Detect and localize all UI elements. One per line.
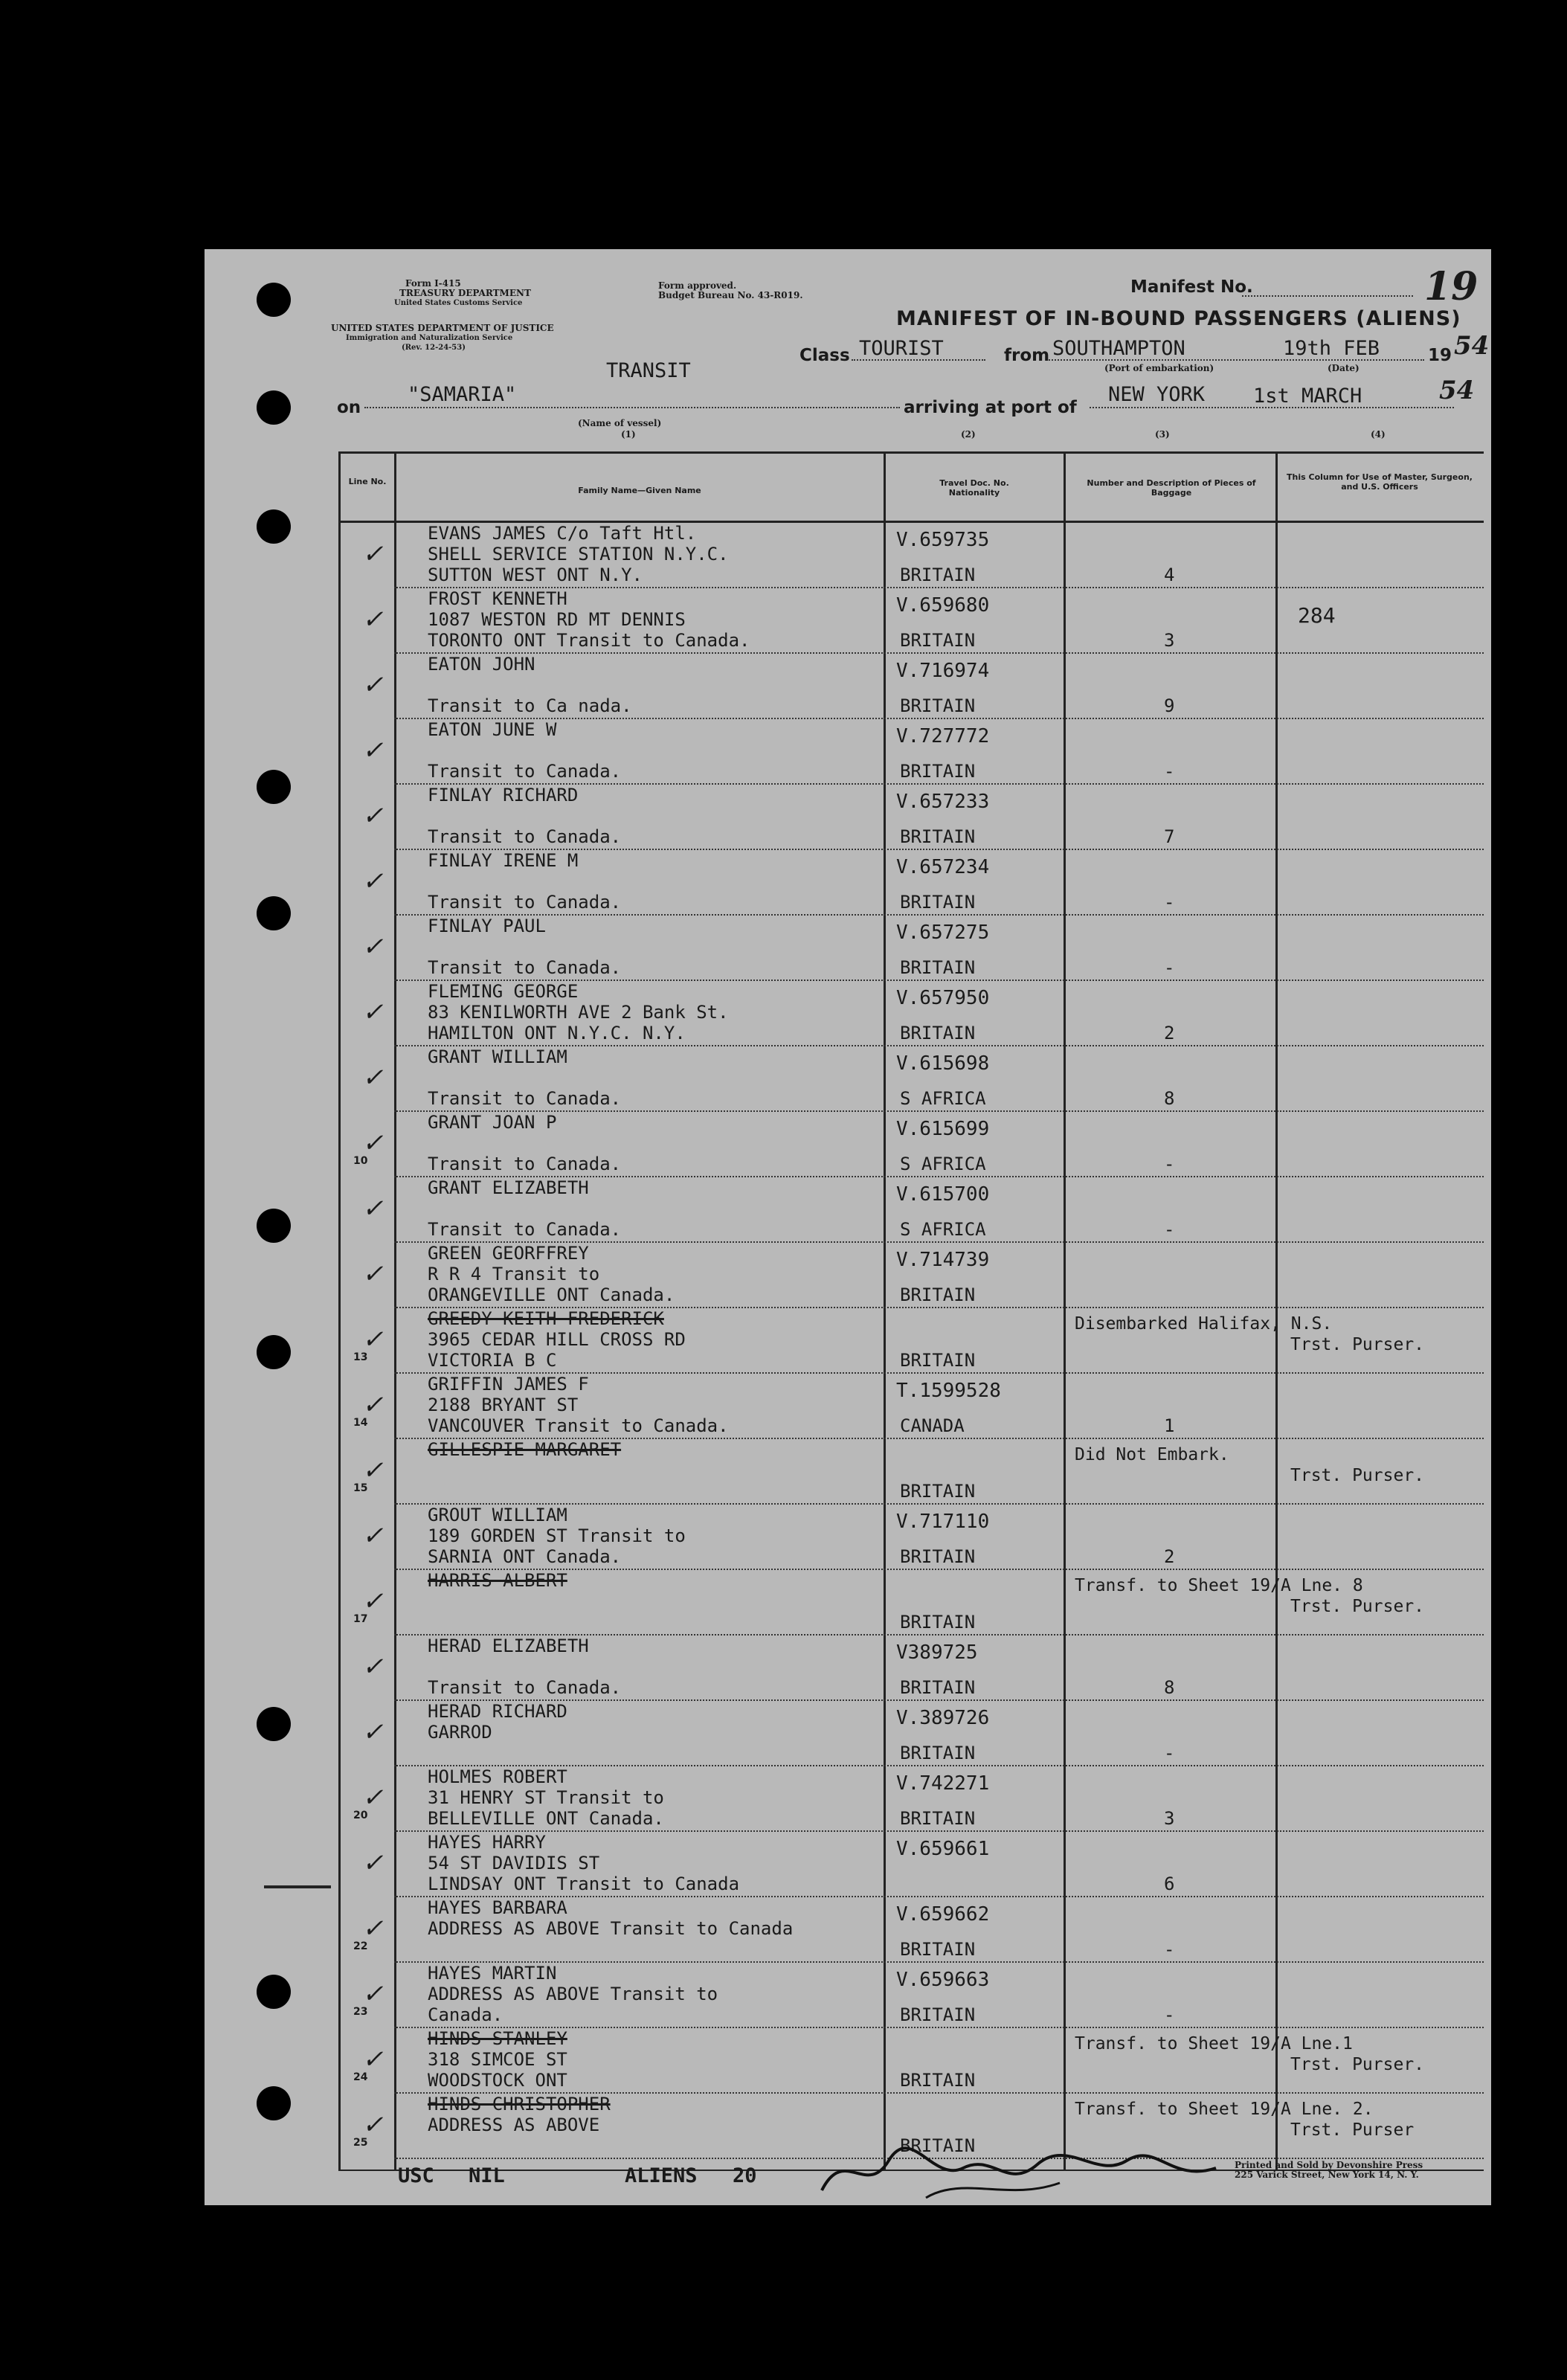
line-number: 13 xyxy=(353,1351,368,1363)
table-row xyxy=(205,1832,1491,1897)
passenger-note: Transit to Canada. xyxy=(428,1677,622,1698)
ins-service: Immigration and Naturalization Service xyxy=(346,334,513,342)
check-mark-icon: ✓ xyxy=(362,1128,384,1158)
travel-doc-number: V.615700 xyxy=(896,1183,990,1206)
line-number: 20 xyxy=(353,1810,368,1821)
passenger-name: GREEN GEORFFREY xyxy=(428,1243,589,1264)
passenger-note: SARNIA ONT Canada. xyxy=(428,1546,622,1567)
passenger-name: GILLESPIE MARGARET xyxy=(428,1439,622,1460)
check-mark-icon: ✓ xyxy=(362,1521,384,1551)
nationality: S AFRICA xyxy=(900,1088,986,1109)
baggage-count: - xyxy=(1164,1743,1175,1763)
form-number: Form I-415 xyxy=(405,278,461,289)
baggage-count: Transf. to Sheet 19/A Lne. 2. xyxy=(1075,2100,1374,2119)
passenger-note: SUTTON WEST ONT N.Y. xyxy=(428,565,643,585)
check-mark-icon: ✓ xyxy=(362,1390,384,1420)
baggage-count: - xyxy=(1164,957,1175,978)
check-mark-icon: ✓ xyxy=(362,1652,384,1682)
nationality: BRITAIN xyxy=(900,1612,976,1633)
passenger-note: Transit to Canada. xyxy=(428,761,622,782)
nationality: BRITAIN xyxy=(900,2135,976,2156)
footer-nil: NIL xyxy=(469,2164,505,2187)
passenger-name: GREEDY KEITH FREDERICK xyxy=(428,1308,664,1329)
nationality: S AFRICA xyxy=(900,1154,986,1174)
passenger-name: GRIFFIN JAMES F xyxy=(428,1374,589,1395)
nationality: BRITAIN xyxy=(900,1939,976,1960)
passenger-name: FINLAY IRENE M xyxy=(428,850,579,871)
passenger-name: HINDS STANLEY xyxy=(428,2028,567,2049)
line-number: 25 xyxy=(353,2137,368,2149)
baggage-count: 7 xyxy=(1164,826,1175,847)
baggage-count: 9 xyxy=(1164,695,1175,716)
nationality: BRITAIN xyxy=(900,1743,976,1763)
arriving-label: arriving at port of xyxy=(904,398,1077,417)
passenger-note: TORONTO ONT Transit to Canada. xyxy=(428,630,750,651)
class-label: Class xyxy=(799,346,850,365)
travel-doc-number: V.659662 xyxy=(896,1903,990,1926)
arrival-port: NEW YORK xyxy=(1108,383,1206,406)
travel-doc-number: V.615698 xyxy=(896,1052,990,1075)
table-row xyxy=(205,850,1491,916)
table-row xyxy=(205,1308,1491,1374)
travel-doc-number: V.657950 xyxy=(896,987,990,1009)
line-number: 17 xyxy=(353,1613,368,1625)
transit-stamp: TRANSIT xyxy=(606,359,691,382)
travel-doc-number: V.659661 xyxy=(896,1838,990,1860)
passenger-name: HOLMES ROBERT xyxy=(428,1766,567,1787)
check-mark-icon: ✓ xyxy=(362,539,384,569)
officer-note: Trst. Purser. xyxy=(1290,1335,1425,1354)
baggage-count: Did Not Embark. xyxy=(1075,1445,1229,1464)
passenger-address: ADDRESS AS ABOVE Transit to xyxy=(428,1984,718,2004)
table-row xyxy=(205,1963,1491,2028)
punch-hole xyxy=(257,390,291,425)
manifest-sheet xyxy=(205,249,1491,2205)
passenger-note: BELLEVILLE ONT Canada. xyxy=(428,1808,664,1829)
footer-usc: USC xyxy=(398,2164,434,2187)
travel-doc-number: V.659735 xyxy=(896,529,990,551)
check-mark-icon: ✓ xyxy=(362,670,384,700)
table-row xyxy=(205,588,1491,654)
table-row xyxy=(205,1701,1491,1766)
customs-service: United States Customs Service xyxy=(394,299,523,307)
passenger-address: ADDRESS AS ABOVE Transit to Canada xyxy=(428,1918,794,1939)
check-mark-icon: ✓ xyxy=(362,1848,384,1878)
passenger-note: Transit to Canada. xyxy=(428,1219,622,1240)
passenger-address: 54 ST DAVIDIS ST xyxy=(428,1853,600,1874)
header-travel-doc: Travel Doc. No. Nationality xyxy=(939,478,1009,498)
passenger-name: HINDS CHRISTOPHER xyxy=(428,2094,611,2114)
baggage-count: Transf. to Sheet 19/A Lne.1 xyxy=(1075,2034,1353,2053)
check-mark-icon: ✓ xyxy=(362,1717,384,1747)
nationality: BRITAIN xyxy=(900,826,976,847)
manifest-title: MANIFEST OF IN-BOUND PASSENGERS (ALIENS) xyxy=(896,307,1461,330)
form-approved: Form approved. xyxy=(658,280,737,291)
passenger-address: 3965 CEDAR HILL CROSS RD xyxy=(428,1329,686,1350)
nationality: BRITAIN xyxy=(900,1808,976,1829)
arrival-year: 54 xyxy=(1439,376,1475,405)
baggage-count: 3 xyxy=(1164,1808,1175,1829)
travel-doc-number: V389725 xyxy=(896,1641,978,1664)
col2-number: (2) xyxy=(961,429,976,440)
travel-doc-number: V.714739 xyxy=(896,1249,990,1271)
line-number: 15 xyxy=(353,1482,368,1494)
table-row xyxy=(205,523,1491,588)
check-mark-icon: ✓ xyxy=(362,1325,384,1354)
date-year: 54 xyxy=(1454,331,1490,361)
line-number: 24 xyxy=(353,2071,368,2083)
travel-doc-number: V.742271 xyxy=(896,1772,990,1795)
from-label: from xyxy=(1004,346,1050,365)
passenger-note: Transit to Canada. xyxy=(428,892,622,913)
check-mark-icon: ✓ xyxy=(362,801,384,831)
check-mark-icon: ✓ xyxy=(362,1979,384,2009)
col1-number: (1) xyxy=(621,429,636,440)
baggage-count: 2 xyxy=(1164,1546,1175,1567)
check-mark-icon: ✓ xyxy=(362,605,384,634)
header-line-no: Line No. xyxy=(348,477,387,486)
baggage-count: 8 xyxy=(1164,1088,1175,1109)
revision: (Rev. 12-24-53) xyxy=(402,344,466,352)
baggage-count: 6 xyxy=(1164,1874,1175,1894)
nationality: S AFRICA xyxy=(900,1219,986,1240)
nationality: BRITAIN xyxy=(900,892,976,913)
officer-note: Trst. Purser xyxy=(1290,2120,1415,2140)
travel-doc-number: V.657233 xyxy=(896,791,990,813)
passenger-note: Transit to Canada. xyxy=(428,957,622,978)
officer-note: Trst. Purser. xyxy=(1290,2055,1425,2074)
baggage-count: Transf. to Sheet 19/A Lne. 8 xyxy=(1075,1576,1363,1595)
baggage-count: - xyxy=(1164,2004,1175,2025)
table-row xyxy=(205,1897,1491,1963)
passenger-address: SHELL SERVICE STATION N.Y.C. xyxy=(428,544,729,565)
passenger-note: ORANGEVILLE ONT Canada. xyxy=(428,1284,675,1305)
nationality: BRITAIN xyxy=(900,761,976,782)
nationality: BRITAIN xyxy=(900,630,976,651)
date-value: 19th FEB xyxy=(1283,337,1380,360)
travel-doc-number: V.657234 xyxy=(896,856,990,878)
passenger-name: HAYES HARRY xyxy=(428,1832,546,1853)
passenger-address: 1087 WESTON RD MT DENNIS xyxy=(428,609,686,630)
port-caption: (Port of embarkation) xyxy=(1104,363,1214,373)
header-name: Family Name—Given Name xyxy=(578,486,701,495)
nationality: BRITAIN xyxy=(900,565,976,585)
col4-number: (4) xyxy=(1371,429,1386,440)
check-mark-icon: ✓ xyxy=(362,2110,384,2140)
passenger-name: HERAD RICHARD xyxy=(428,1701,567,1722)
check-mark-icon: ✓ xyxy=(362,736,384,765)
passenger-address: ADDRESS AS ABOVE xyxy=(428,2114,600,2135)
passenger-name: GRANT JOAN P xyxy=(428,1112,557,1133)
table-row xyxy=(205,785,1491,850)
passenger-name: HARRIS ALBERT xyxy=(428,1570,567,1591)
baggage-count: - xyxy=(1164,1154,1175,1174)
passenger-note: VICTORIA B C xyxy=(428,1350,557,1371)
passenger-note: Transit to Canada. xyxy=(428,826,622,847)
nationality: BRITAIN xyxy=(900,1350,976,1371)
check-mark-icon: ✓ xyxy=(362,1586,384,1616)
nationality: BRITAIN xyxy=(900,1284,976,1305)
date-year-prefix: 19 xyxy=(1428,346,1452,365)
travel-doc-number: V.716974 xyxy=(896,660,990,682)
table-row xyxy=(205,719,1491,785)
justice-dept: UNITED STATES DEPARTMENT OF JUSTICE xyxy=(331,323,554,333)
passenger-address: GARROD xyxy=(428,1722,492,1743)
passenger-note: Transit to Canada. xyxy=(428,1154,622,1174)
passenger-address: 83 KENILWORTH AVE 2 Bank St. xyxy=(428,1002,729,1023)
officer-note: Trst. Purser. xyxy=(1290,1597,1425,1616)
arrival-date: 1st MARCH xyxy=(1253,385,1362,408)
footer-count: 20 xyxy=(733,2164,757,2187)
nationality: BRITAIN xyxy=(900,695,976,716)
passenger-name: EATON JOHN xyxy=(428,654,535,675)
travel-doc-number: V.659663 xyxy=(896,1969,990,1991)
baggage-count: 3 xyxy=(1164,630,1175,651)
passenger-note: Transit to Canada. xyxy=(428,1088,622,1109)
nationality: BRITAIN xyxy=(900,957,976,978)
baggage-count: Disembarked Halifax, N.S. xyxy=(1075,1314,1333,1334)
baggage-count: 1 xyxy=(1164,1415,1175,1436)
manifest-no-label: Manifest No. xyxy=(1130,277,1253,297)
passenger-address: 31 HENRY ST Transit to xyxy=(428,1787,664,1808)
class-value: TOURIST xyxy=(859,337,944,360)
passenger-note: Transit to Ca nada. xyxy=(428,695,632,716)
table-row xyxy=(205,1177,1491,1243)
vessel-name: "SAMARIA" xyxy=(408,383,517,406)
officer-note: Trst. Purser. xyxy=(1290,1466,1425,1485)
punch-hole xyxy=(257,283,291,317)
baggage-count: - xyxy=(1164,1219,1175,1240)
baggage-count: 8 xyxy=(1164,1677,1175,1698)
printer-line-1: Printed and Sold by Devonshire Press xyxy=(1235,2160,1423,2170)
passenger-name: HAYES MARTIN xyxy=(428,1963,557,1984)
passenger-note: LINDSAY ONT Transit to Canada xyxy=(428,1874,740,1894)
line-number: 23 xyxy=(353,2006,368,2018)
signature-scribble xyxy=(814,2138,1231,2205)
table-row xyxy=(205,1046,1491,1112)
passenger-name: GROUT WILLIAM xyxy=(428,1505,567,1525)
table-row xyxy=(205,1570,1491,1636)
header-baggage: Number and Description of Pieces of Baggage xyxy=(1087,478,1256,498)
table-row xyxy=(205,1374,1491,1439)
table-row xyxy=(205,654,1491,719)
check-mark-icon: ✓ xyxy=(362,1259,384,1289)
footer-aliens: ALIENS xyxy=(625,2164,698,2187)
baggage-count: - xyxy=(1164,1939,1175,1960)
table-row xyxy=(205,1505,1491,1570)
baggage-count: - xyxy=(1164,761,1175,782)
nationality: BRITAIN xyxy=(900,2004,976,2025)
passenger-name: GRANT ELIZABETH xyxy=(428,1177,589,1198)
passenger-name: EVANS JAMES C/o Taft Htl. xyxy=(428,523,697,544)
vessel-caption: (Name of vessel) xyxy=(578,418,662,428)
travel-doc-number: T.1599528 xyxy=(896,1380,1001,1402)
check-mark-icon: ✓ xyxy=(362,1194,384,1223)
date-caption: (Date) xyxy=(1328,363,1360,373)
baggage-count: - xyxy=(1164,892,1175,913)
printer-line-2: 225 Varick Street, New York 14, N. Y. xyxy=(1235,2170,1419,2180)
table-row xyxy=(205,1636,1491,1701)
check-mark-icon: ✓ xyxy=(362,1783,384,1813)
line-number: 10 xyxy=(353,1155,368,1167)
check-mark-icon: ✓ xyxy=(362,2045,384,2074)
travel-doc-number: V.389726 xyxy=(896,1707,990,1729)
header-officers: This Column for Use of Master, Surgeon, and U.S. Officers xyxy=(1287,472,1473,492)
treasury-dept: TREASURY DEPARTMENT xyxy=(399,288,531,298)
nationality: BRITAIN xyxy=(900,2070,976,2091)
baggage-count: 2 xyxy=(1164,1023,1175,1043)
nationality: CANADA xyxy=(900,1415,965,1436)
passenger-address: 2188 BRYANT ST xyxy=(428,1395,579,1415)
table-row xyxy=(205,1243,1491,1308)
check-mark-icon: ✓ xyxy=(362,997,384,1027)
table-row xyxy=(205,1112,1491,1177)
check-mark-icon: ✓ xyxy=(362,1914,384,1943)
line-number: 22 xyxy=(353,1940,368,1952)
travel-doc-number: V.727772 xyxy=(896,725,990,747)
passenger-name: HERAD ELIZABETH xyxy=(428,1636,589,1656)
travel-doc-number: V.659680 xyxy=(896,594,990,617)
passenger-name: FINLAY RICHARD xyxy=(428,785,579,805)
passenger-name: EATON JUNE W xyxy=(428,719,557,740)
passenger-note: HAMILTON ONT N.Y.C. N.Y. xyxy=(428,1023,686,1043)
nationality: BRITAIN xyxy=(900,1481,976,1502)
on-label: on xyxy=(337,398,361,417)
check-mark-icon: ✓ xyxy=(362,866,384,896)
from-value: SOUTHAMPTON xyxy=(1052,337,1185,360)
nationality: BRITAIN xyxy=(900,1546,976,1567)
passenger-note: WOODSTOCK ONT xyxy=(428,2070,567,2091)
passenger-address: R R 4 Transit to xyxy=(428,1264,600,1284)
travel-doc-number: V.615699 xyxy=(896,1118,990,1140)
check-mark-icon: ✓ xyxy=(362,1063,384,1093)
officer-note: 284 xyxy=(1298,603,1336,628)
passenger-name: FROST KENNETH xyxy=(428,588,567,609)
baggage-count: 4 xyxy=(1164,565,1175,585)
manifest-number: 19 xyxy=(1424,264,1478,309)
table-row xyxy=(205,981,1491,1046)
table-row xyxy=(205,1766,1491,1832)
check-mark-icon: ✓ xyxy=(362,1456,384,1485)
budget-bureau: Budget Bureau No. 43-R019. xyxy=(658,290,803,300)
passenger-name: HAYES BARBARA xyxy=(428,1897,567,1918)
passenger-name: GRANT WILLIAM xyxy=(428,1046,567,1067)
travel-doc-number: V.717110 xyxy=(896,1511,990,1533)
passenger-name: FLEMING GEORGE xyxy=(428,981,579,1002)
nationality: BRITAIN xyxy=(900,1677,976,1698)
passenger-note: VANCOUVER Transit to Canada. xyxy=(428,1415,729,1436)
passenger-note: Canada. xyxy=(428,2004,503,2025)
line-number: 14 xyxy=(353,1417,368,1429)
passenger-address: 189 GORDEN ST Transit to xyxy=(428,1525,686,1546)
travel-doc-number: V.657275 xyxy=(896,922,990,944)
passenger-name: FINLAY PAUL xyxy=(428,916,546,936)
table-row xyxy=(205,1439,1491,1505)
nationality: BRITAIN xyxy=(900,1023,976,1043)
table-row xyxy=(205,916,1491,981)
check-mark-icon: ✓ xyxy=(362,932,384,962)
table-row xyxy=(205,2028,1491,2094)
col3-number: (3) xyxy=(1155,429,1170,440)
passenger-address: 318 SIMCOE ST xyxy=(428,2049,567,2070)
